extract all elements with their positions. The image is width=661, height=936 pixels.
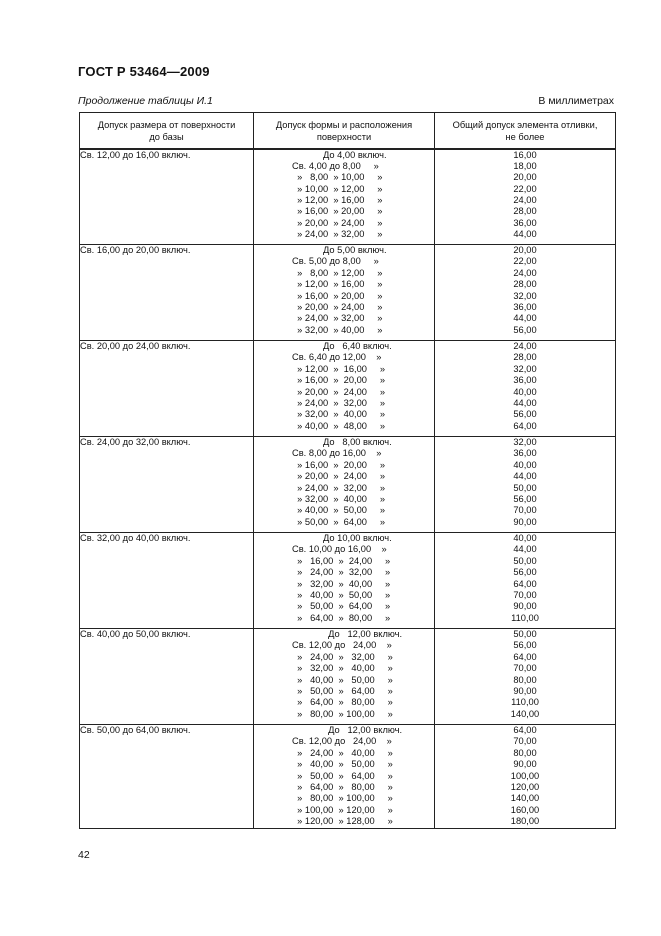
total-tolerance-line: 44,00 (513, 544, 537, 555)
form-tolerance-line: » 24,00 » 32,00 » (292, 567, 391, 578)
total-tolerance-line: 56,00 (513, 409, 537, 420)
total-tolerance-line: 24,00 (513, 195, 537, 206)
form-tolerance-line: » 64,00 » 80,00 » (292, 781, 393, 792)
total-tolerance-line: 110,00 (511, 612, 539, 623)
header-total-tolerance (435, 113, 616, 149)
form-tolerance-line: » 24,00 » 32,00 » (292, 229, 383, 240)
size-tolerance-text: Св. 24,00 до 32,00 включ. (80, 437, 191, 447)
table-row (80, 149, 616, 245)
total-tolerance-line: 180,00 (510, 816, 540, 827)
form-tolerance-cell (254, 725, 435, 829)
total-tolerance-line: 32,00 (513, 363, 537, 374)
form-tolerance-line: » 32,00 » 40,00 » (292, 324, 383, 335)
total-tolerance-line: 36,00 (513, 375, 537, 386)
total-tolerance-line: 64,00 (513, 578, 537, 589)
form-tolerance-cell (254, 533, 435, 629)
form-tolerance-line: » 120,00 » 128,00 » (292, 816, 393, 827)
tolerance-table (79, 112, 616, 829)
total-tolerance-line: 70,00 (513, 589, 537, 600)
total-tolerance-line: 22,00 (513, 183, 537, 194)
total-tolerance-line: 20,00 (513, 245, 537, 255)
form-tolerance-cell (254, 629, 435, 725)
form-tolerance-line: Св. 12,00 до 24,00 » (292, 736, 392, 747)
total-tolerance-line: 44,00 (513, 471, 537, 482)
total-tolerance-line: 64,00 (513, 651, 537, 662)
form-tolerance-line: » 20,00 » 24,00 » (292, 217, 383, 228)
total-tolerance-line: 56,00 (513, 640, 537, 651)
total-tolerance-line: 64,00 (513, 420, 537, 431)
form-tolerance-line: До 12,00 включ. (292, 629, 403, 639)
total-tolerance-line: 110,00 (511, 697, 539, 708)
header-size-tolerance (80, 113, 254, 149)
form-tolerance-line: » 32,00 » 40,00 » (292, 493, 386, 504)
form-tolerance-line: » 20,00 » 24,00 » (292, 301, 383, 312)
total-tolerance-line: 50,00 (513, 629, 537, 639)
total-tolerance-line: 40,00 (513, 386, 537, 397)
size-tolerance-text: Св. 40,00 до 50,00 включ. (80, 629, 191, 639)
form-tolerance-line: » 50,00 » 64,00 » (292, 516, 386, 527)
form-tolerance-line: » 64,00 » 80,00 » (292, 697, 393, 708)
form-tolerance-line: » 50,00 » 64,00 » (292, 685, 393, 696)
header-text-line: Общий допуск элемента отливки, (452, 120, 598, 130)
size-tolerance-cell (80, 341, 254, 437)
form-tolerance-line: » 12,00 » 16,00 » (292, 195, 383, 206)
total-tolerance-line: 40,00 (513, 459, 537, 470)
size-tolerance-text: Св. 50,00 до 64,00 включ. (80, 725, 191, 735)
total-tolerance-line: 24,00 (513, 341, 537, 351)
form-tolerance-line: » 24,00 » 32,00 » (292, 397, 386, 408)
total-tolerance-cell (435, 149, 616, 245)
total-tolerance-line: 24,00 (513, 267, 537, 278)
total-tolerance-line: 32,00 (513, 437, 537, 447)
total-tolerance-line: 90,00 (513, 685, 537, 696)
size-tolerance-cell (80, 437, 254, 533)
form-tolerance-line: » 20,00 » 24,00 » (292, 471, 386, 482)
size-tolerance-text: Св. 16,00 до 20,00 включ. (80, 245, 191, 255)
form-tolerance-cell (254, 437, 435, 533)
total-tolerance-line: 28,00 (513, 206, 537, 217)
header-text-line: до базы (149, 132, 184, 142)
total-tolerance-cell (435, 629, 616, 725)
form-tolerance-line: » 16,00 » 20,00 » (292, 375, 386, 386)
size-tolerance-cell (80, 629, 254, 725)
total-tolerance-line: 28,00 (513, 279, 537, 290)
total-tolerance-line: 70,00 (513, 505, 537, 516)
form-tolerance-line: До 12,00 включ. (292, 725, 403, 735)
size-tolerance-text: Св. 12,00 до 16,00 включ. (80, 149, 191, 160)
total-tolerance-line: 80,00 (513, 674, 537, 685)
page-number: 42 (78, 849, 90, 861)
form-tolerance-line: » 16,00 » 20,00 » (292, 206, 383, 217)
total-tolerance-line: 32,00 (513, 290, 537, 301)
form-tolerance-line: » 80,00 » 100,00 » (292, 708, 393, 719)
header-form-tolerance (254, 113, 435, 149)
document-title: ГОСТ Р 53464—2009 (78, 64, 210, 79)
total-tolerance-line: 90,00 (513, 516, 537, 527)
total-tolerance-line: 140,00 (510, 708, 540, 719)
form-tolerance-line: » 16,00 » 20,00 » (292, 290, 383, 301)
total-tolerance-cell (435, 437, 616, 533)
form-tolerance-line: До 10,00 включ. (292, 533, 392, 543)
form-tolerance-line: » 40,00 » 50,00 » (292, 674, 393, 685)
header-text-line: не более (505, 132, 545, 142)
total-tolerance-line: 56,00 (513, 493, 537, 504)
form-tolerance-line: » 80,00 » 100,00 » (292, 793, 393, 804)
total-tolerance-line: 80,00 (513, 747, 537, 758)
table-row (80, 629, 616, 725)
total-tolerance-line: 36,00 (513, 448, 537, 459)
form-tolerance-line: » 20,00 » 24,00 » (292, 386, 386, 397)
form-tolerance-line: До 6,40 включ. (292, 341, 392, 351)
form-tolerance-line: » 50,00 » 64,00 » (292, 770, 393, 781)
units-label: В миллиметрах (538, 95, 614, 107)
total-tolerance-line: 50,00 (513, 555, 537, 566)
total-tolerance-line: 44,00 (513, 229, 537, 240)
form-tolerance-cell (254, 245, 435, 341)
form-tolerance-line: Св. 12,00 до 24,00 » (292, 640, 392, 651)
form-tolerance-line: » 64,00 » 80,00 » (292, 612, 391, 623)
form-tolerance-line: » 40,00 » 50,00 » (292, 759, 393, 770)
form-tolerance-line: » 12,00 » 16,00 » (292, 279, 383, 290)
total-tolerance-line: 70,00 (513, 736, 537, 747)
table-body (80, 149, 616, 829)
total-tolerance-cell (435, 533, 616, 629)
form-tolerance-line: » 24,00 » 32,00 » (292, 313, 383, 324)
table-header-row (80, 113, 616, 149)
total-tolerance-line: 140,00 (510, 793, 540, 804)
form-tolerance-line: Св. 4,00 до 8,00 » (292, 160, 379, 171)
total-tolerance-line: 90,00 (513, 601, 537, 612)
total-tolerance-line: 90,00 (513, 759, 537, 770)
table-row (80, 437, 616, 533)
header-text-line: поверхности (316, 132, 372, 142)
total-tolerance-line: 36,00 (513, 301, 537, 312)
total-tolerance-line: 22,00 (513, 256, 537, 267)
form-tolerance-line: » 32,00 » 40,00 » (292, 578, 391, 589)
form-tolerance-cell (254, 341, 435, 437)
size-tolerance-cell (80, 533, 254, 629)
total-tolerance-line: 16,00 (513, 149, 537, 160)
form-tolerance-line: » 8,00 » 10,00 » (292, 172, 383, 183)
form-tolerance-line: Св. 6,40 до 12,00 » (292, 352, 382, 363)
header-text-line: Допуск размера от поверхности (97, 120, 236, 130)
total-tolerance-line: 120,00 (510, 781, 540, 792)
form-tolerance-cell (254, 149, 435, 245)
form-tolerance-line: » 8,00 » 12,00 » (292, 267, 383, 278)
table-row (80, 245, 616, 341)
total-tolerance-cell (435, 341, 616, 437)
form-tolerance-line: До 5,00 включ. (292, 245, 387, 255)
table-caption: Продолжение таблицы И.1 (78, 95, 213, 107)
size-tolerance-cell (80, 725, 254, 829)
form-tolerance-line: » 40,00 » 50,00 » (292, 505, 386, 516)
total-tolerance-line: 56,00 (513, 324, 537, 335)
table-row (80, 341, 616, 437)
form-tolerance-line: » 16,00 » 24,00 » (292, 555, 391, 566)
form-tolerance-line: » 50,00 » 64,00 » (292, 601, 391, 612)
form-tolerance-line: Св. 10,00 до 16,00 » (292, 544, 387, 555)
form-tolerance-line: » 24,00 » 32,00 » (292, 651, 393, 662)
form-tolerance-line: Св. 5,00 до 8,00 » (292, 256, 379, 267)
total-tolerance-line: 28,00 (513, 352, 537, 363)
total-tolerance-line: 70,00 (513, 663, 537, 674)
form-tolerance-line: » 24,00 » 32,00 » (292, 482, 386, 493)
form-tolerance-line: » 10,00 » 12,00 » (292, 183, 383, 194)
header-text-line: Допуск формы и расположения (275, 120, 413, 130)
table-row (80, 725, 616, 829)
total-tolerance-line: 56,00 (513, 567, 537, 578)
total-tolerance-cell (435, 245, 616, 341)
size-tolerance-text: Св. 20,00 до 24,00 включ. (80, 341, 191, 351)
size-tolerance-cell (80, 245, 254, 341)
total-tolerance-line: 64,00 (513, 725, 537, 735)
form-tolerance-line: » 32,00 » 40,00 » (292, 409, 386, 420)
total-tolerance-line: 44,00 (513, 397, 537, 408)
total-tolerance-line: 160,00 (510, 804, 540, 815)
form-tolerance-line: » 40,00 » 48,00 » (292, 420, 386, 431)
total-tolerance-line: 20,00 (513, 172, 537, 183)
form-tolerance-line: До 8,00 включ. (292, 437, 392, 447)
total-tolerance-line: 40,00 (513, 533, 537, 543)
form-tolerance-line: » 16,00 » 20,00 » (292, 459, 386, 470)
form-tolerance-line: » 24,00 » 40,00 » (292, 747, 393, 758)
table-row (80, 533, 616, 629)
size-tolerance-cell (80, 149, 254, 245)
form-tolerance-line: » 12,00 » 16,00 » (292, 363, 386, 374)
total-tolerance-line: 44,00 (513, 313, 537, 324)
form-tolerance-line: » 40,00 » 50,00 » (292, 589, 391, 600)
total-tolerance-line: 100,00 (510, 770, 540, 781)
total-tolerance-line: 36,00 (513, 217, 537, 228)
total-tolerance-cell (435, 725, 616, 829)
form-tolerance-line: » 100,00 » 120,00 » (292, 804, 393, 815)
total-tolerance-line: 18,00 (513, 160, 537, 171)
total-tolerance-line: 50,00 (513, 482, 537, 493)
form-tolerance-line: Св. 8,00 до 16,00 » (292, 448, 382, 459)
form-tolerance-line: » 32,00 » 40,00 » (292, 663, 393, 674)
size-tolerance-text: Св. 32,00 до 40,00 включ. (80, 533, 191, 543)
form-tolerance-line: До 4,00 включ. (292, 149, 387, 160)
